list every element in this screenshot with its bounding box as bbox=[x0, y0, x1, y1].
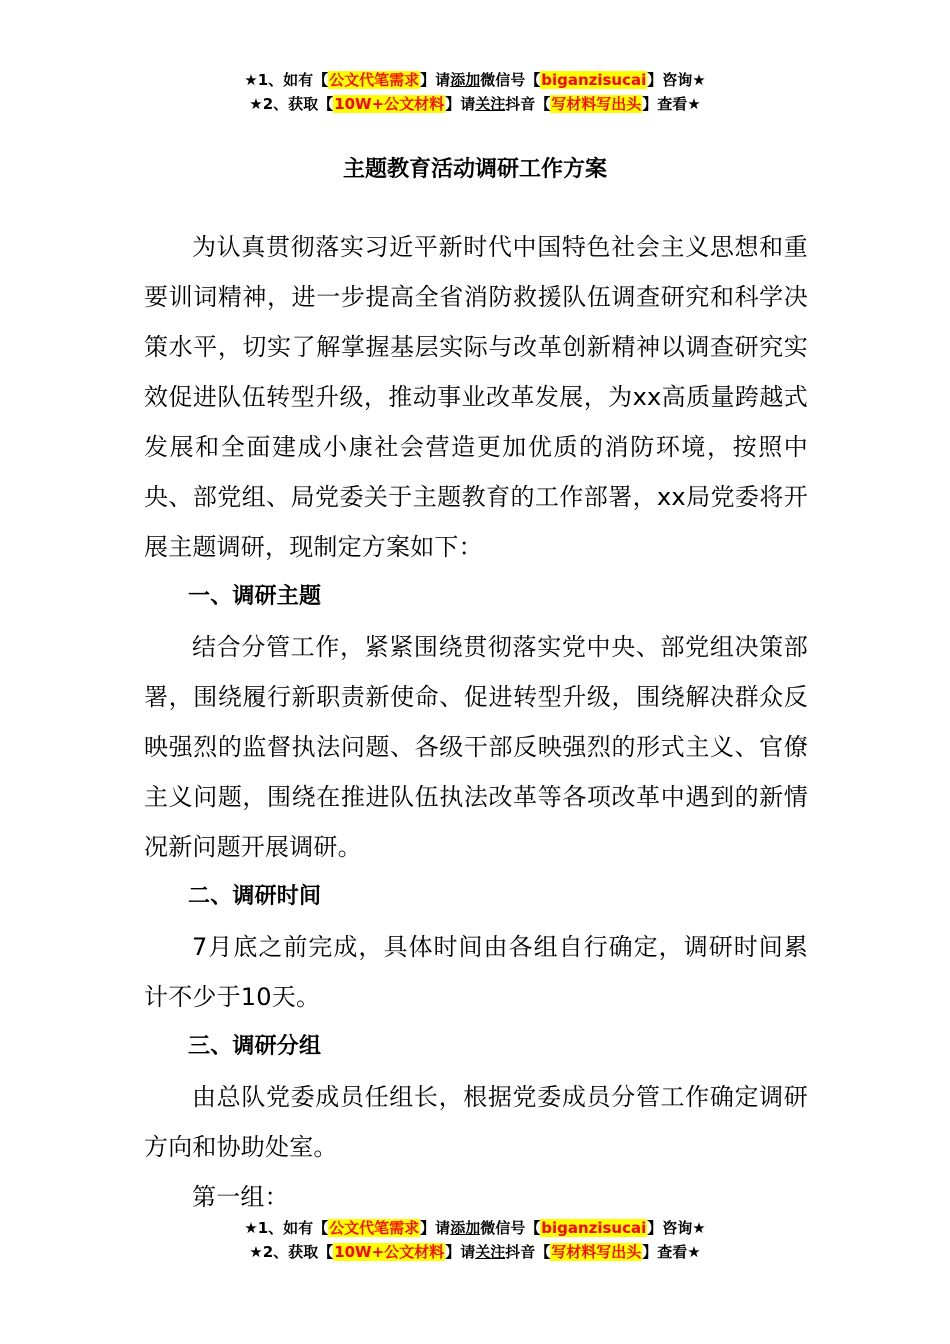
header-banner bbox=[0, 68, 950, 116]
highlight-text: 写材料写出头 bbox=[551, 1243, 642, 1261]
banner-text: 抖音【 bbox=[505, 95, 551, 113]
banner-text: ★1、如有【 bbox=[244, 1219, 329, 1237]
underlined-text: 添加 bbox=[450, 71, 481, 89]
highlight-text: biganzisucai bbox=[541, 1219, 647, 1237]
banner-text: 】查看★ bbox=[642, 95, 701, 113]
section-heading-2: 二、调研时间 bbox=[188, 884, 322, 909]
highlight-text: 公文代笔需求 bbox=[329, 1219, 420, 1237]
group-label: 第一组： bbox=[192, 1183, 289, 1211]
footer-banner bbox=[0, 1216, 950, 1264]
banner-text: ★2、获取【 bbox=[249, 1243, 334, 1261]
banner-text: 】请 bbox=[445, 1243, 476, 1261]
highlight-text: 写材料写出头 bbox=[551, 95, 642, 113]
banner-text: ★2、获取【 bbox=[249, 95, 334, 113]
banner-text: 】咨询★ bbox=[647, 1219, 706, 1237]
banner-text: 】查看★ bbox=[642, 1243, 701, 1261]
banner-text: 微信号【 bbox=[480, 71, 541, 89]
highlight-text: biganzisucai bbox=[541, 71, 647, 89]
banner-text: ★1、如有【 bbox=[244, 71, 329, 89]
document-title: 主题教育活动调研工作方案 bbox=[342, 157, 607, 182]
section-heading-1: 一、调研主题 bbox=[188, 584, 322, 609]
banner-line-1 bbox=[0, 1216, 950, 1240]
banner-line-2 bbox=[0, 92, 950, 116]
highlight-text: 10W+公文材料 bbox=[334, 1243, 445, 1261]
underlined-text: 关注 bbox=[475, 1243, 506, 1261]
underlined-text: 关注 bbox=[475, 95, 506, 113]
intro-paragraph: 为认真贯彻落实习近平新时代中国特色社会主义思想和重要训词精神，进一步提高全省消防救援队伍调查研究和科学决策水平，切实了解掌握基层实际与改革创新精神以调查研究实效促进队伍转型升级，推动事业改革发展，为xx高质量跨越式发展和全面建成小康社会营造更加优质的消防环境，按照中央、部党组、局党委关于主题教育的工作部署，xx局党委将开展主题调研，现制定方案如下： bbox=[144, 233, 808, 561]
banner-line-2 bbox=[0, 1240, 950, 1264]
document-body bbox=[144, 222, 808, 1222]
highlight-text: 10W+公文材料 bbox=[334, 95, 445, 113]
highlight-text: 公文代笔需求 bbox=[329, 71, 420, 89]
section-body-1: 结合分管工作，紧紧围绕贯彻落实党中央、部党组决策部署，围绕履行新职责新使命、促进转型升级，围绕解决群众反映强烈的监督执法问题、各级干部反映强烈的形式主义、官僚主义问题，围绕在推进队伍执法改革等各项改革中遇到的新情况新问题开展调研。 bbox=[144, 633, 808, 861]
banner-line-1 bbox=[0, 68, 950, 92]
section-body-3: 由总队党委成员任组长，根据党委成员分管工作确定调研方向和协助处室。 bbox=[144, 1083, 808, 1161]
banner-text: 微信号【 bbox=[480, 1219, 541, 1237]
banner-text: 】请 bbox=[420, 71, 451, 89]
underlined-text: 添加 bbox=[450, 1219, 481, 1237]
section-heading-3: 三、调研分组 bbox=[188, 1034, 322, 1059]
section-body-2: 7月底之前完成，具体时间由各组自行确定，调研时间累计不少于10天。 bbox=[144, 933, 808, 1011]
banner-text: 】请 bbox=[445, 95, 476, 113]
banner-text: 】请 bbox=[420, 1219, 451, 1237]
banner-text: 抖音【 bbox=[505, 1243, 551, 1261]
banner-text: 】咨询★ bbox=[647, 71, 706, 89]
